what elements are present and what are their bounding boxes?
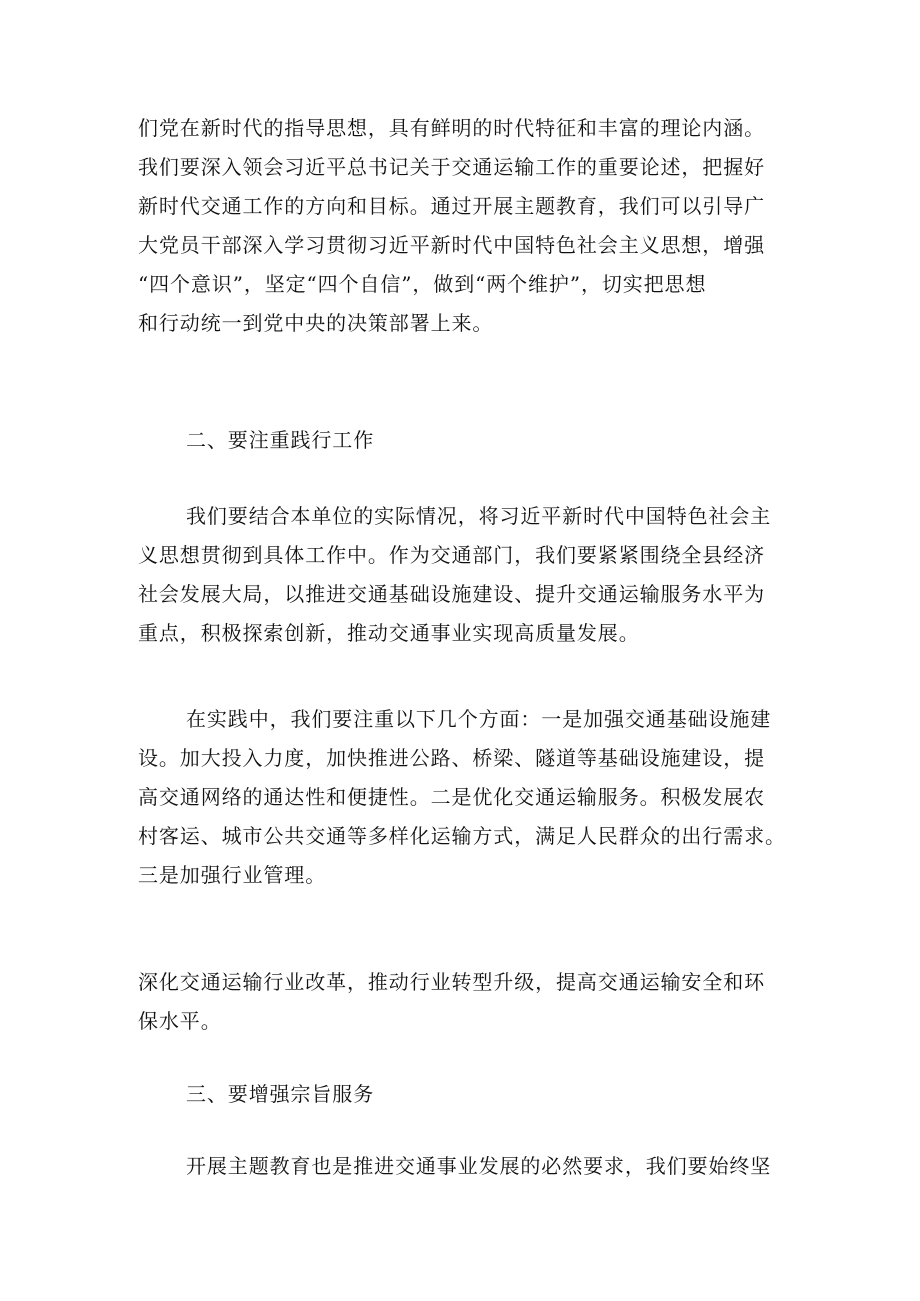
paragraph-1 [138,109,798,343]
paragraph-line: 深化交通运输行业改革，推动行业转型升级，提高交通运输安全和环 [138,970,765,994]
paragraph-line: 新时代交通工作的方向和目标。通过开展主题教育，我们可以引导广 [138,194,765,218]
paragraph-line: 保水平。 [138,1009,222,1033]
paragraph-line: 我们要深入领会习近平总书记关于交通运输工作的重要论述，把握好 [138,155,765,179]
paragraph-2 [138,497,798,653]
heading-text: 三、要增强宗旨服务 [186,1082,375,1106]
paragraph-5 [138,1147,798,1186]
section-heading-2 [138,421,798,460]
paragraph-4 [138,963,798,1041]
paragraph-line: 村客运、城市公共交通等多样化运输方式，满足人民群众的出行需求。 [138,824,786,848]
paragraph-line: 三是加强行业管理。 [138,863,327,887]
paragraph-line: 在实践中，我们要注重以下几个方面：一是加强交通基础设施建 [186,707,772,731]
paragraph-line: 义思想贯彻到具体工作中。作为交通部门，我们要紧紧围绕全县经济 [138,543,765,567]
paragraph-line: 们党在新时代的指导思想，具有鲜明的时代特征和丰富的理论内涵。 [138,116,765,140]
heading-text: 二、要注重践行工作 [186,428,375,452]
paragraph-line: 和行动统一到党中央的决策部署上来。 [138,311,494,335]
paragraph-line: 高交通网络的通达性和便捷性。二是优化交通运输服务。积极发展农 [138,785,765,809]
paragraph-line: 我们要结合本单位的实际情况，将习近平新时代中国特色社会主 [186,504,772,528]
paragraph-line: “四个意识”，坚定“四个自信”，做到“两个维护”，切实把思想 [138,272,707,296]
paragraph-line: 社会发展大局，以推进交通基础设施建设、提升交通运输服务水平为 [138,582,765,606]
paragraph-line: 开展主题教育也是推进交通事业发展的必然要求，我们要始终坚 [186,1154,772,1178]
paragraph-line: 重点，积极探索创新，推动交通事业实现高质量发展。 [138,621,640,645]
paragraph-3 [138,700,798,895]
section-heading-3 [138,1075,798,1114]
paragraph-line: 设。加大投入力度，加快推进公路、桥梁、隧道等基础设施建设，提 [138,746,765,770]
paragraph-line: 大党员干部深入学习贯彻习近平新时代中国特色社会主义思想，增强 [138,233,765,257]
